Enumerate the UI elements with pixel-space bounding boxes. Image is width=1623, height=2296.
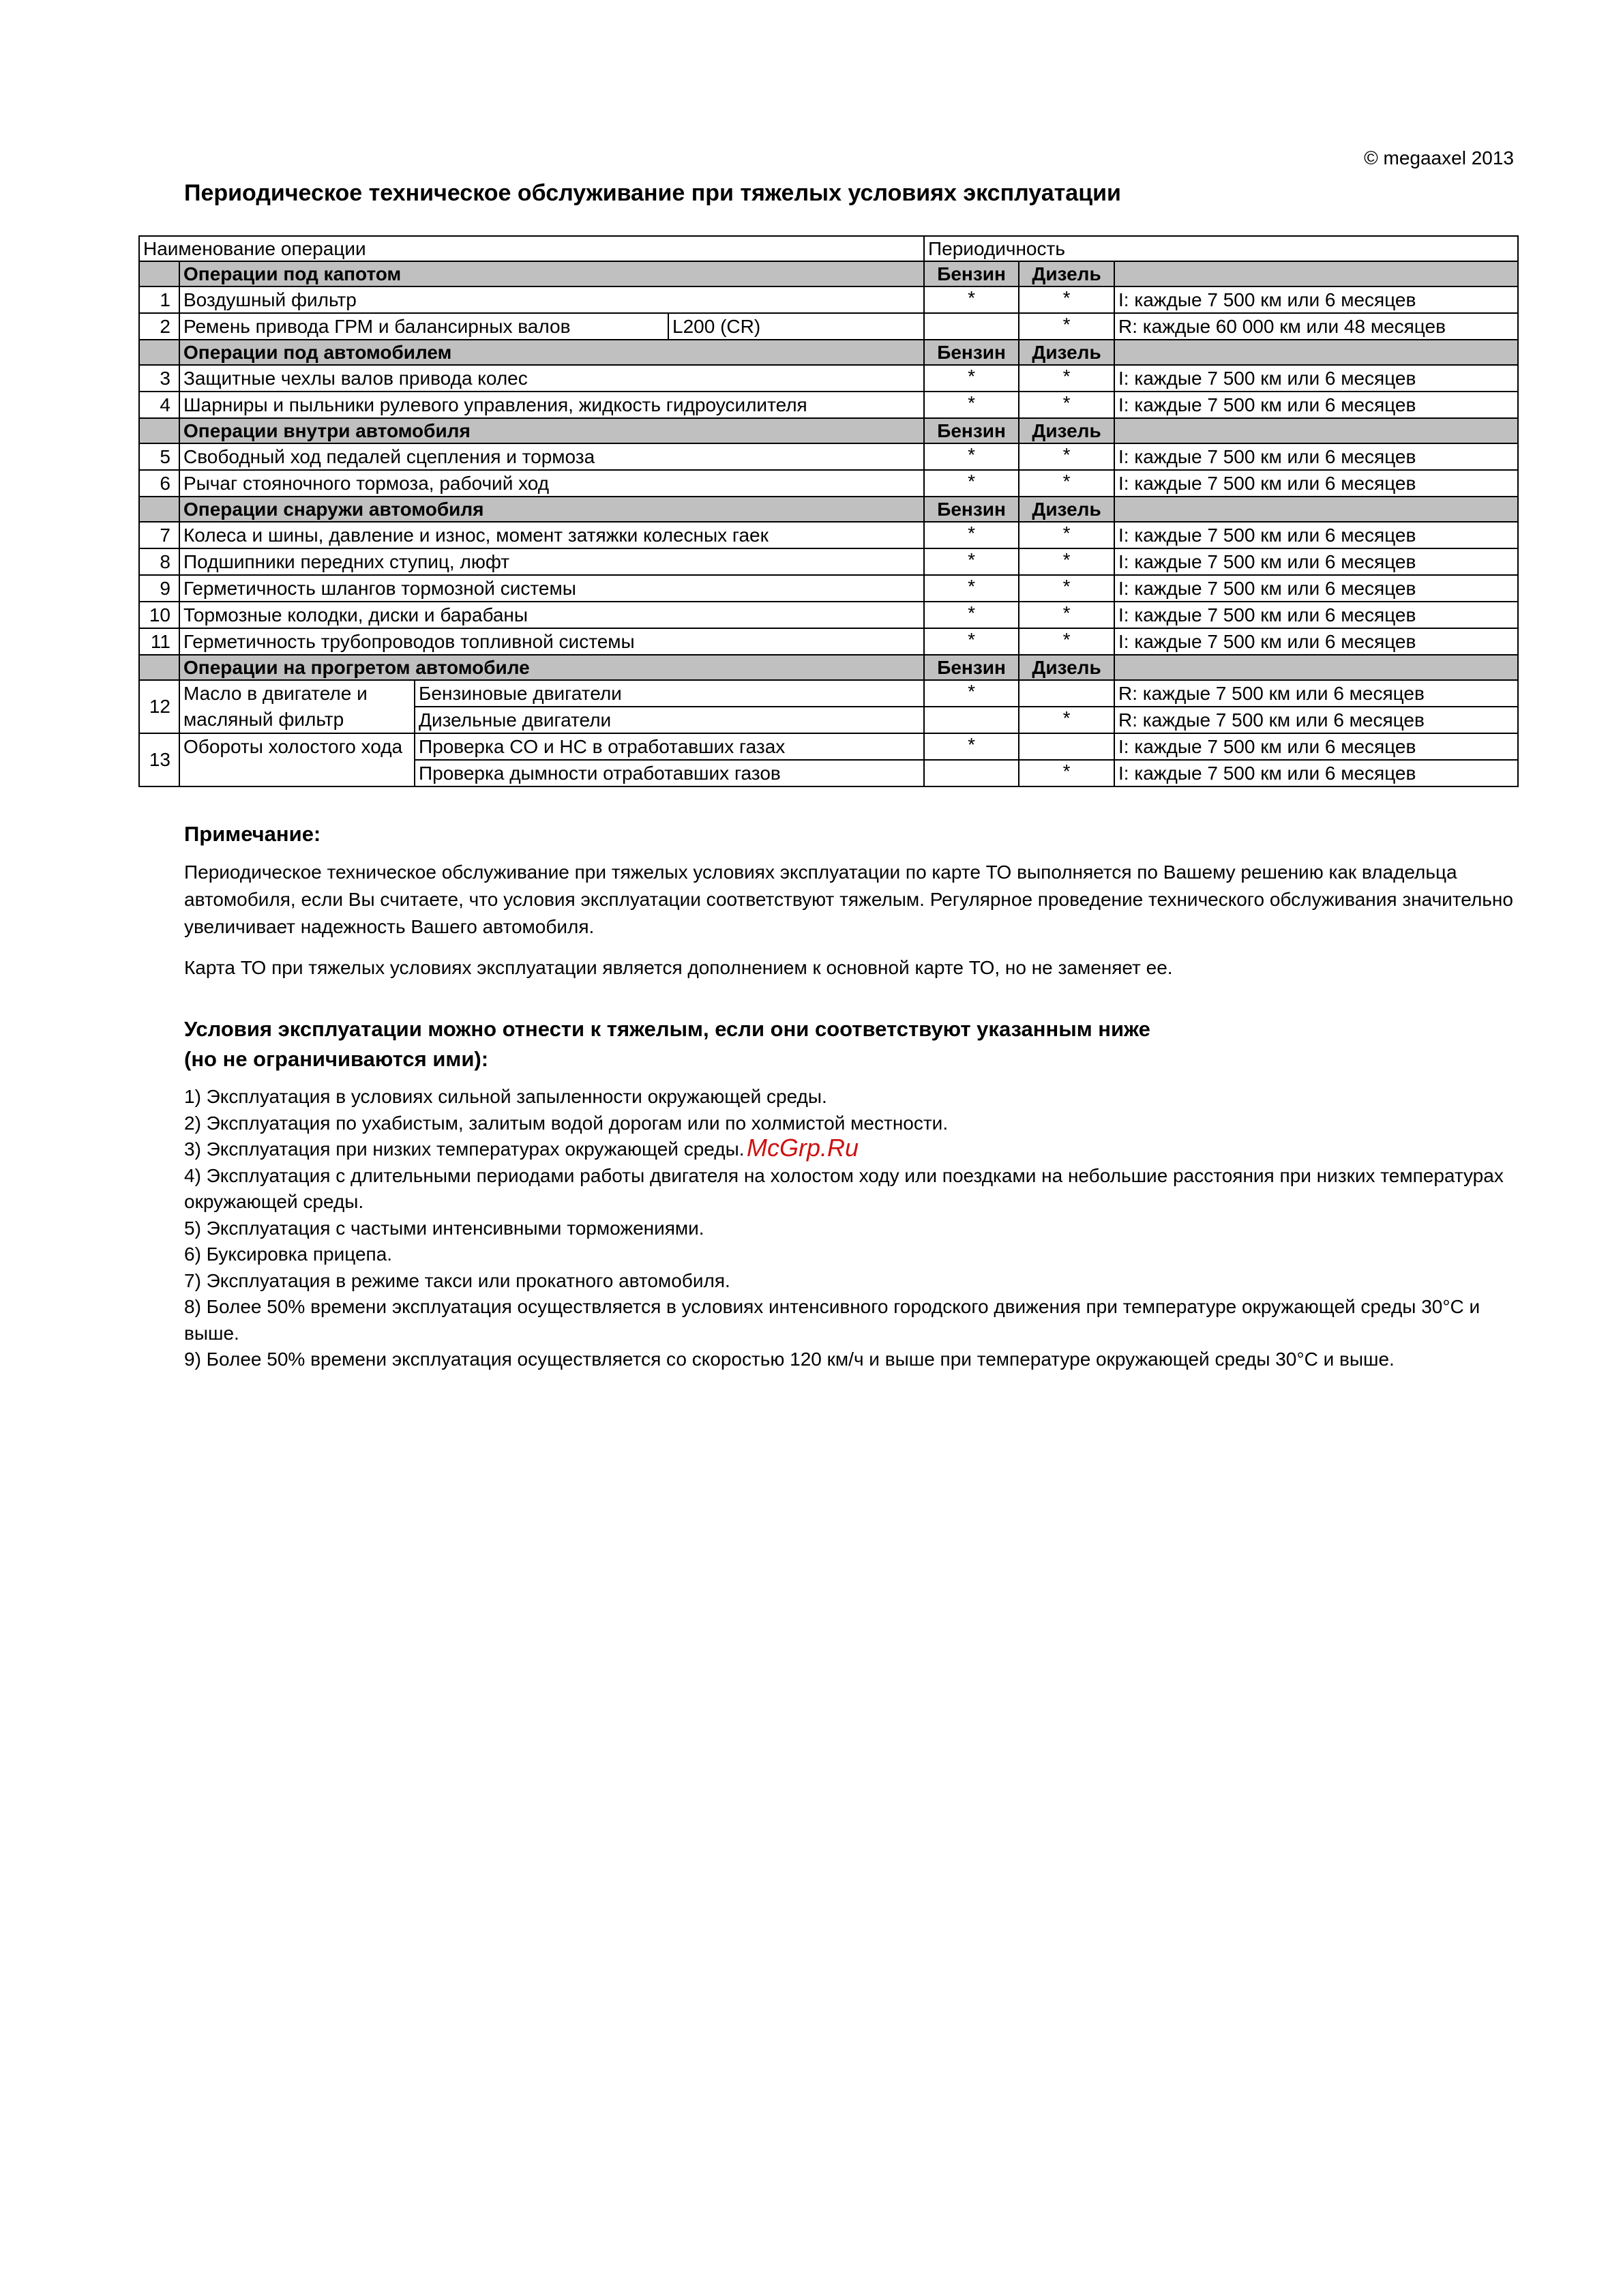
- conditions-heading: [184, 1014, 1514, 1074]
- diesel-mark: *: [1019, 365, 1114, 392]
- section-num-cell: [139, 497, 179, 522]
- section-num-cell: [139, 655, 179, 680]
- table-row: [139, 522, 1518, 548]
- operation-note: L200 (CR): [668, 313, 924, 340]
- row-number: 8: [139, 548, 179, 575]
- header-operation: Наименование операции: [139, 236, 924, 261]
- petrol-mark: *: [924, 522, 1019, 548]
- section-col-petrol: Бензин: [924, 497, 1019, 522]
- table-row: [139, 680, 1518, 707]
- interval-text: R: каждые 60 000 км или 48 месяцев: [1114, 313, 1518, 340]
- interval-text: I: каждые 7 500 км или 6 месяцев: [1114, 628, 1518, 655]
- petrol-mark: *: [924, 575, 1019, 602]
- section-header-row: [139, 497, 1518, 522]
- diesel-mark: *: [1019, 548, 1114, 575]
- section-col-petrol: Бензин: [924, 655, 1019, 680]
- table-row: [139, 602, 1518, 628]
- interval-text: I: каждые 7 500 км или 6 месяцев: [1114, 575, 1518, 602]
- operation-name: Герметичность трубопроводов топливной системы: [179, 628, 924, 655]
- operation-name: Герметичность шлангов тормозной системы: [179, 575, 924, 602]
- row-number: 12: [139, 680, 179, 733]
- conditions-heading-line1: Условия эксплуатации можно отнести к тяжелым, если они соответствуют указанным ниже: [184, 1017, 1150, 1041]
- section-col-petrol: Бензин: [924, 418, 1019, 443]
- notes-paragraph-1: Периодическое техническое обслуживание при тяжелых условиях эксплуатации по карте ТО выполняется по Вашему решению как владельца автомобиля, если Вы считаете, что условия эксплуатации соответствуют тяжелым. Регулярное проведение технического обслуживания значительно увеличивает надежность Вашего автомобиля.: [184, 862, 1513, 937]
- condition-item: 6) Буксировка прицепа.: [184, 1243, 393, 1265]
- diesel-mark: *: [1019, 575, 1114, 602]
- table-row: [139, 628, 1518, 655]
- table-header-row: [139, 236, 1518, 261]
- petrol-mark: *: [924, 392, 1019, 418]
- section-header-row: [139, 340, 1518, 365]
- section-num-cell: [139, 261, 179, 286]
- row-number: 11: [139, 628, 179, 655]
- interval-text: R: каждые 7 500 км или 6 месяцев: [1114, 680, 1518, 707]
- table-row: [139, 392, 1518, 418]
- condition-item: 4) Эксплуатация с длительными периодами работы двигателя на холостом ходу или поездками на небольшие расстояния при низких температурах окружающей среды.: [184, 1164, 1504, 1212]
- interval-text: I: каждые 7 500 км или 6 месяцев: [1114, 443, 1518, 470]
- row-number: 6: [139, 470, 179, 497]
- diesel-mark: *: [1019, 707, 1114, 733]
- condition-item: 1) Эксплуатация в условиях сильной запыленности окружающей среды.: [184, 1086, 827, 1107]
- row-number: 7: [139, 522, 179, 548]
- diesel-mark: *: [1019, 443, 1114, 470]
- sub-operation: Проверка CO и HC в отработавших газах: [415, 733, 924, 760]
- diesel-mark: *: [1019, 522, 1114, 548]
- operation-name: Рычаг стояночного тормоза, рабочий ход: [179, 470, 924, 497]
- maintenance-table-body: [139, 236, 1518, 786]
- section-blank-cell: [1114, 261, 1518, 286]
- section-col-petrol: Бензин: [924, 261, 1019, 286]
- interval-text: R: каждые 7 500 км или 6 месяцев: [1114, 707, 1518, 733]
- section-col-diesel: Дизель: [1019, 497, 1114, 522]
- conditions-list: [184, 1084, 1514, 1373]
- diesel-mark: *: [1019, 286, 1114, 313]
- table-row: [139, 286, 1518, 313]
- petrol-mark: *: [924, 365, 1019, 392]
- operation-name: Шарниры и пыльники рулевого управления, жидкость гидроусилителя: [179, 392, 924, 418]
- petrol-mark: *: [924, 470, 1019, 497]
- operation-name: Ремень привода ГРМ и балансирных валов: [179, 313, 668, 340]
- section-num-cell: [139, 340, 179, 365]
- sub-operation: Проверка дымности отработавших газов: [415, 760, 924, 786]
- petrol-mark: [924, 313, 1019, 340]
- petrol-mark: [924, 707, 1019, 733]
- petrol-mark: *: [924, 733, 1019, 760]
- row-number: 2: [139, 313, 179, 340]
- operation-name: Колеса и шины, давление и износ, момент затяжки колесных гаек: [179, 522, 924, 548]
- row-number: 10: [139, 602, 179, 628]
- petrol-mark: *: [924, 628, 1019, 655]
- section-blank-cell: [1114, 418, 1518, 443]
- diesel-mark: *: [1019, 313, 1114, 340]
- interval-text: I: каждые 7 500 км или 6 месяцев: [1114, 548, 1518, 575]
- petrol-mark: *: [924, 443, 1019, 470]
- diesel-mark: *: [1019, 392, 1114, 418]
- table-row: [139, 313, 1518, 340]
- section-title: Операции под капотом: [179, 261, 924, 286]
- section-title: Операции снаружи автомобиля: [179, 497, 924, 522]
- sub-operation: Дизельные двигатели: [415, 707, 924, 733]
- row-number: 1: [139, 286, 179, 313]
- petrol-mark: *: [924, 602, 1019, 628]
- watermark: McGrp.Ru: [747, 1134, 859, 1162]
- diesel-mark: [1019, 680, 1114, 707]
- row-number: 5: [139, 443, 179, 470]
- section-col-diesel: Дизель: [1019, 340, 1114, 365]
- section-col-diesel: Дизель: [1019, 261, 1114, 286]
- interval-text: I: каждые 7 500 км или 6 месяцев: [1114, 470, 1518, 497]
- diesel-mark: *: [1019, 470, 1114, 497]
- diesel-mark: [1019, 733, 1114, 760]
- notes-paragraph-2: Карта ТО при тяжелых условиях эксплуатации является дополнением к основной карте ТО, но не заменяет ее.: [184, 957, 1173, 978]
- table-row: [139, 443, 1518, 470]
- petrol-mark: [924, 760, 1019, 786]
- operation-name: Воздушный фильтр: [179, 286, 924, 313]
- row-number: 9: [139, 575, 179, 602]
- diesel-mark: *: [1019, 628, 1114, 655]
- table-row: [139, 548, 1518, 575]
- section-col-petrol: Бензин: [924, 340, 1019, 365]
- operation-name: Подшипники передних ступиц, люфт: [179, 548, 924, 575]
- operation-name: Защитные чехлы валов привода колес: [179, 365, 924, 392]
- copyright-text: © megaaxel 2013: [1364, 147, 1514, 168]
- interval-text: I: каждые 7 500 км или 6 месяцев: [1114, 522, 1518, 548]
- operation-name: Свободный ход педалей сцепления и тормоза: [179, 443, 924, 470]
- row-number: 3: [139, 365, 179, 392]
- section-col-diesel: Дизель: [1019, 418, 1114, 443]
- condition-item: 9) Более 50% времени эксплуатация осуществляется со скоростью 120 км/ч и выше при температуре окружающей среды 30°С и выше.: [184, 1349, 1395, 1370]
- section-title: Операции под автомобилем: [179, 340, 924, 365]
- row-number: 13: [139, 733, 179, 786]
- operation-name: Масло в двигателе и масляный фильтр: [179, 680, 415, 733]
- maintenance-table: [138, 235, 1519, 787]
- notes-section: [184, 822, 1514, 1373]
- row-number: 4: [139, 392, 179, 418]
- section-blank-cell: [1114, 497, 1518, 522]
- table-row: [139, 733, 1518, 760]
- notes-heading: Примечание:: [184, 822, 321, 846]
- diesel-mark: *: [1019, 760, 1114, 786]
- operation-name: Тормозные колодки, диски и барабаны: [179, 602, 924, 628]
- interval-text: I: каждые 7 500 км или 6 месяцев: [1114, 286, 1518, 313]
- interval-text: I: каждые 7 500 км или 6 месяцев: [1114, 392, 1518, 418]
- petrol-mark: *: [924, 680, 1019, 707]
- condition-item: 2) Эксплуатация по ухабистым, залитым водой дорогам или по холмистой местности.: [184, 1112, 949, 1134]
- sub-operation: Бензиновые двигатели: [415, 680, 924, 707]
- table-row: [139, 575, 1518, 602]
- table-row: [139, 470, 1518, 497]
- diesel-mark: *: [1019, 602, 1114, 628]
- section-header-row: [139, 418, 1518, 443]
- interval-text: I: каждые 7 500 км или 6 месяцев: [1114, 733, 1518, 760]
- section-title: Операции на прогретом автомобиле: [179, 655, 924, 680]
- condition-item: 3) Эксплуатация при низких температурах окружающей среды.: [184, 1138, 745, 1160]
- header-periodicity: Периодичность: [924, 236, 1518, 261]
- section-col-diesel: Дизель: [1019, 655, 1114, 680]
- section-num-cell: [139, 418, 179, 443]
- condition-item: 5) Эксплуатация с частыми интенсивными торможениями.: [184, 1217, 704, 1239]
- section-header-row: [139, 261, 1518, 286]
- condition-item: 7) Эксплуатация в режиме такси или прокатного автомобиля.: [184, 1269, 730, 1291]
- page-title: Периодическое техническое обслуживание при тяжелых условиях эксплуатации: [184, 180, 1121, 206]
- section-title: Операции внутри автомобиля: [179, 418, 924, 443]
- petrol-mark: *: [924, 548, 1019, 575]
- section-blank-cell: [1114, 340, 1518, 365]
- section-header-row: [139, 655, 1518, 680]
- section-blank-cell: [1114, 655, 1518, 680]
- operation-name: Обороты холостого хода: [179, 733, 415, 786]
- condition-item: 8) Более 50% времени эксплуатация осуществляется в условиях интенсивного городского движения при температуре окружающей среды 30°С и выше.: [184, 1296, 1480, 1344]
- interval-text: I: каждые 7 500 км или 6 месяцев: [1114, 760, 1518, 786]
- conditions-heading-line2: (но не ограничиваются ими):: [184, 1047, 489, 1071]
- table-row: [139, 365, 1518, 392]
- petrol-mark: *: [924, 286, 1019, 313]
- interval-text: I: каждые 7 500 км или 6 месяцев: [1114, 602, 1518, 628]
- interval-text: I: каждые 7 500 км или 6 месяцев: [1114, 365, 1518, 392]
